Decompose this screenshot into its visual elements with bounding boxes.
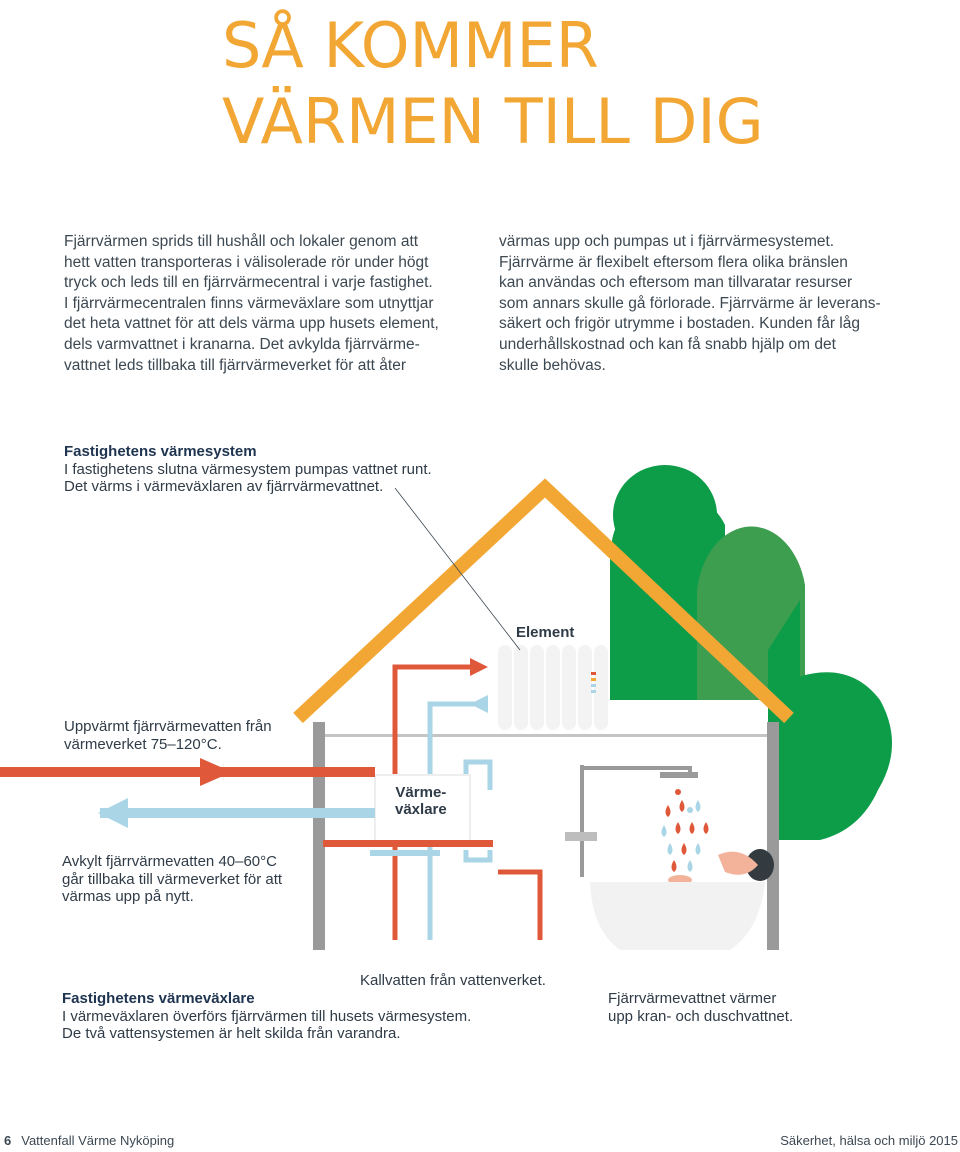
heat-exchanger-caption — [62, 990, 532, 1043]
hot-supply-caption — [64, 718, 324, 753]
intro-line: som annars skulle gå förlorade. Fjärrvärme är leverans- — [499, 294, 881, 312]
shower-icon — [662, 789, 709, 872]
publication-name: Vattenfall Värme Nyköping — [21, 1133, 175, 1148]
intro-line: underhållskostnad och kan få snabb hjälp om det — [499, 335, 836, 353]
leader-line — [395, 488, 520, 650]
caption-line: De två vattensystemen är helt skilda från varandra. — [62, 1025, 401, 1042]
title-line-1: SÅ KOMMER — [222, 9, 599, 82]
heat-exchanger-heading: Fastighetens värmeväxlare — [62, 990, 255, 1007]
tree-illustration — [610, 465, 892, 840]
caption-line: går tillbaka till värmeverket för att — [62, 870, 283, 888]
caption-line: upp kran- och duschvattnet. — [608, 1007, 794, 1025]
caption-line: Det värms i värmeväxlaren av fjärrvärmevattnet. — [64, 478, 384, 495]
element-label: Element — [516, 624, 575, 641]
heating-system-caption — [64, 443, 484, 496]
intro-line: hett vatten transporteras i välisolerade rör under högt — [64, 253, 429, 271]
intro-line: vattnet leds tillbaka till fjärrvärmeverket för att åter — [64, 356, 406, 374]
cooled-return-caption — [62, 853, 322, 906]
intro-line: skulle behövas. — [499, 356, 606, 374]
footer-section: Säkerhet, hälsa och miljö 2015 — [780, 1133, 958, 1148]
tap-water-caption — [608, 990, 848, 1025]
caption-line: Avkylt fjärrvärmevatten 40–60°C — [62, 853, 277, 870]
bathtub-icon — [590, 882, 765, 950]
intro-line: tryck och leds till en fjärrvärmecentral i varje fastighet. — [64, 274, 433, 292]
exchanger-label-line-1: Värme- — [395, 784, 447, 801]
intro-line: kan användas och eftersom man tillvaratar resurser — [499, 274, 853, 292]
intro-line: Fjärrvärme är flexibelt eftersom flera olika bränslen — [499, 253, 848, 271]
cold-water-caption: Kallvatten från vattenverket. — [360, 972, 546, 989]
exchanger-label-line-2: växlare — [395, 801, 447, 818]
caption-line: Uppvärmt fjärrvärmevatten från — [64, 718, 272, 735]
intro-line: dels varmvattnet i kranarna. Det avkylda fjärrvärme- — [64, 335, 420, 353]
intro-line: värmas upp och pumpas ut i fjärrvärmesystemet. — [499, 233, 835, 250]
page-number: 6 — [4, 1133, 12, 1148]
heating-system-heading: Fastighetens värmesystem — [64, 443, 257, 460]
caption-line: I värmeväxlaren överförs fjärrvärmen till husets värmesystem. — [62, 1007, 472, 1025]
caption-line: värmeverket 75–120°C. — [64, 735, 222, 753]
title-line-2: VÄRMEN TILL DIG — [222, 85, 764, 158]
caption-line: Fjärrvärmevattnet värmer — [608, 990, 777, 1007]
footer-left — [4, 1133, 174, 1148]
intro-line: Fjärrvärmen sprids till hushåll och lokaler genom att — [64, 233, 419, 250]
exchanger-label — [395, 784, 447, 818]
caption-line: värmas upp på nytt. — [62, 888, 194, 905]
radiator-icon — [498, 645, 608, 730]
intro-line: I fjärrvärmecentralen finns värmeväxlare som utnyttjar — [64, 294, 434, 312]
intro-line: säkert och frigör utrymme i bostaden. Kunden får låg — [499, 315, 860, 333]
caption-line: I fastighetens slutna värmesystem pumpas vattnet runt. — [64, 460, 432, 478]
intro-line: det heta vattnet för att dels värma upp husets element, — [64, 315, 439, 333]
flow-arrows — [470, 658, 488, 713]
